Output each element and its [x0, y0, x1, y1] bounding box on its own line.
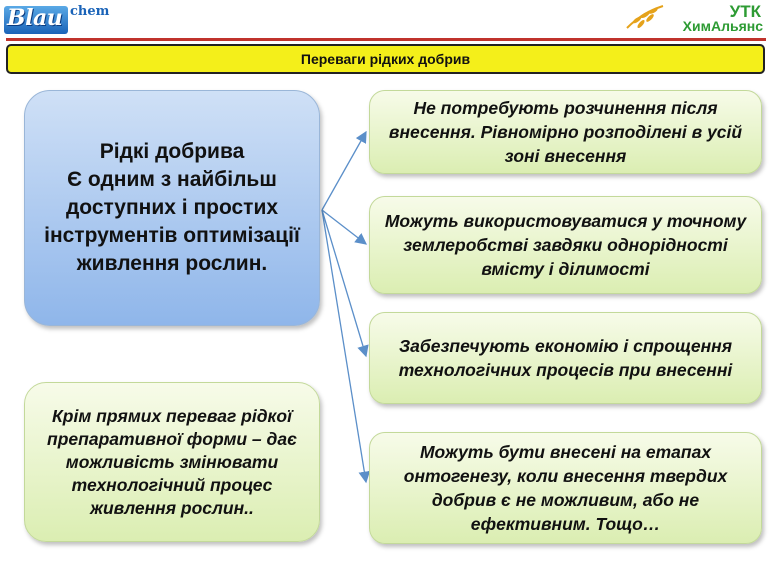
- benefit-text: Можуть бути внесені на етапах онтогенезу, коли внесення твердих добрив є не можливим, або не ефективним. Тощо…: [403, 442, 728, 534]
- additional-benefit-text: Крім прямих переваг рідкої препаративної форми – дає можливість змінювати технологічний процес живлення рослин..: [47, 405, 297, 518]
- arrow-to-benefit-1: [322, 132, 366, 210]
- benefit-box-2: [369, 196, 762, 294]
- benefit-box-3: [369, 312, 762, 404]
- benefit-text: Можуть використовуватися у точному землеробстві завдяки однорідності вмісту і ділимості: [384, 211, 747, 279]
- logo-utk-text: УТК: [729, 2, 761, 21]
- blauchem-logo-brand: Blau: [7, 5, 63, 31]
- additional-benefit-box: [24, 382, 320, 542]
- main-concept-heading: Рідкі добрива: [99, 140, 245, 163]
- arrow-to-benefit-2: [322, 210, 366, 244]
- benefit-box-1: [369, 90, 762, 174]
- arrow-to-benefit-3: [322, 210, 366, 356]
- arrow-to-benefit-4: [322, 210, 366, 482]
- main-concept-text: [39, 138, 305, 278]
- benefit-box-4: [369, 432, 762, 544]
- benefit-text: Не потребують розчинення після внесення. Рівномірно розподілені в усій зоні внесення: [388, 98, 743, 166]
- slide-title: Переваги рідких добрив: [6, 44, 765, 74]
- main-concept-box: [24, 90, 320, 326]
- logo-himalyans-text: ХимАльянс: [682, 18, 763, 34]
- blauchem-logo-suffix: chem: [70, 4, 110, 19]
- main-concept-body: Є одним з найбільш доступних і простих інструментів оптимізації живлення рослин.: [44, 168, 300, 275]
- benefit-text: Забезпечують економію і спрощення технологічних процесів при внесенні: [398, 336, 733, 380]
